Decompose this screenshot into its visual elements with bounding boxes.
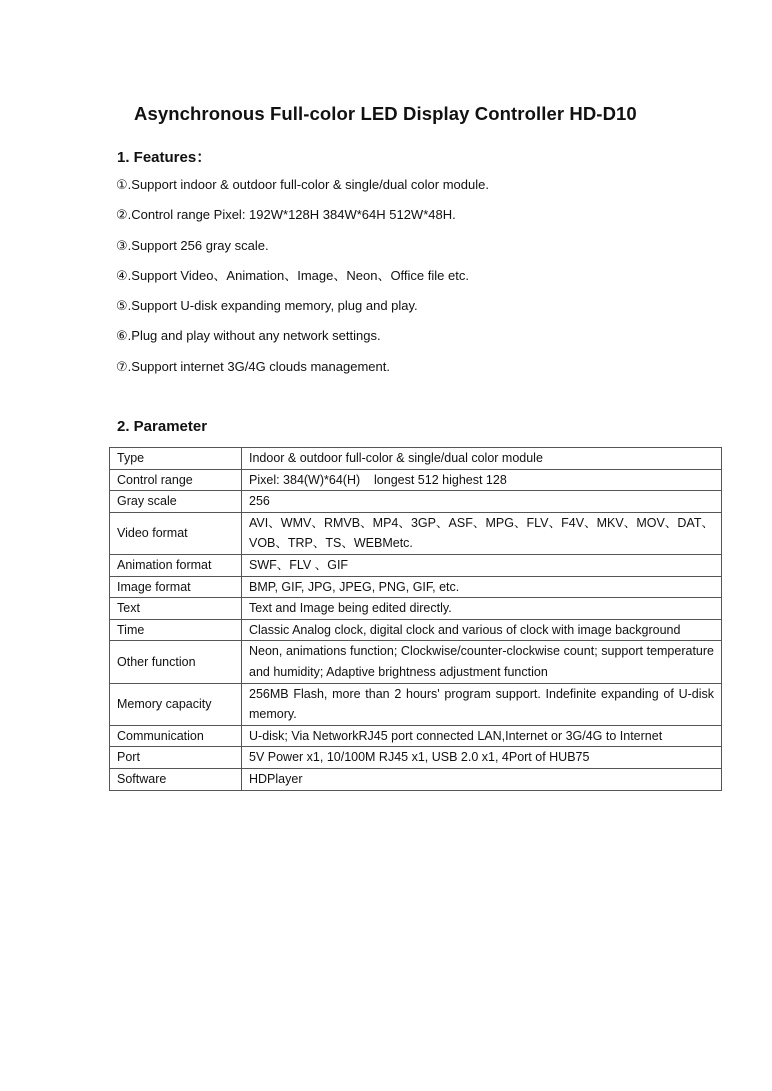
param-key: Memory capacity — [110, 683, 242, 725]
param-value: HDPlayer — [242, 768, 722, 790]
param-key: Other function — [110, 641, 242, 683]
feature-text: .Support U-disk expanding memory, plug and play. — [127, 298, 418, 314]
feature-number: ⑤ — [116, 299, 128, 315]
feature-item — [116, 357, 489, 387]
param-value: BMP, GIF, JPG, JPEG, PNG, GIF, etc. — [242, 576, 722, 598]
param-value: 5V Power x1, 10/100M RJ45 x1, USB 2.0 x1, 4Port of HUB75 — [242, 747, 722, 769]
param-value: Pixel: 384(W)*64(H) longest 512 highest 128 — [242, 469, 722, 491]
table-row — [110, 768, 722, 790]
param-key: Video format — [110, 512, 242, 554]
table-row — [110, 512, 722, 554]
feature-text: .Support indoor & outdoor full-color & single/dual color module. — [127, 177, 489, 192]
feature-number: ① — [116, 178, 128, 193]
features-heading: 1. Features： — [117, 149, 212, 166]
feature-text: .Support 256 gray scale. — [127, 237, 269, 253]
table-row — [110, 619, 722, 641]
param-key: Image format — [110, 576, 242, 598]
table-row — [110, 725, 722, 747]
table-row — [110, 747, 722, 769]
param-key: Text — [110, 598, 242, 620]
feature-number: ⑥ — [116, 329, 128, 345]
table-row — [110, 683, 722, 725]
param-value: Indoor & outdoor full-color & single/dual color module — [242, 448, 722, 470]
feature-text: .Support internet 3G/4G clouds management. — [127, 358, 390, 374]
param-value: AVI、WMV、RMVB、MP4、3GP、ASF、MPG、FLV、F4V、MKV、MOV、DAT、VOB、TRP、TS、WEBMetc. — [242, 512, 722, 554]
param-key: Gray scale — [110, 491, 242, 513]
table-row — [110, 469, 722, 491]
table-row — [110, 641, 722, 683]
param-value: 256 — [242, 491, 722, 513]
table-row — [110, 448, 722, 470]
page-title: Asynchronous Full-color LED Display Controller HD-D10 — [134, 103, 637, 124]
table-row — [110, 576, 722, 598]
feature-item — [116, 326, 489, 356]
param-value: Classic Analog clock, digital clock and various of clock with image background — [242, 619, 722, 641]
parameter-heading: 2. Parameter — [117, 418, 208, 435]
param-value: SWF、FLV 、GIF — [242, 554, 722, 576]
param-key: Type — [110, 448, 242, 470]
feature-text: .Plug and play without any network settings. — [127, 328, 381, 344]
feature-item — [116, 296, 489, 326]
table-row — [110, 598, 722, 620]
feature-item — [116, 175, 489, 205]
feature-text: .Control range Pixel: 192W*128H 384W*64H 512W*48H. — [127, 207, 456, 223]
parameter-table — [109, 447, 722, 791]
param-key: Port — [110, 747, 242, 769]
feature-number: ② — [116, 208, 128, 224]
param-value: Neon, animations function; Clockwise/counter-clockwise count; support temperature and humidity; Adaptive brightness adjustment function — [242, 641, 722, 683]
param-key: Software — [110, 768, 242, 790]
feature-item — [116, 236, 489, 266]
feature-item — [116, 205, 489, 235]
feature-number: ④ — [116, 268, 128, 284]
feature-item — [116, 266, 489, 296]
table-row — [110, 554, 722, 576]
param-value: Text and Image being edited directly. — [242, 598, 722, 620]
table-row — [110, 491, 722, 513]
param-key: Animation format — [110, 554, 242, 576]
param-value: U-disk; Via NetworkRJ45 port connected LAN,Internet or 3G/4G to Internet — [242, 725, 722, 747]
param-key: Time — [110, 619, 242, 641]
param-key: Communication — [110, 725, 242, 747]
feature-text: .Support Video、Animation、Image、Neon、Office file etc. — [127, 267, 469, 283]
features-list — [116, 175, 489, 387]
param-key: Control range — [110, 469, 242, 491]
param-value: 256MB Flash, more than 2 hours' program support. Indefinite expanding of U-disk memory. — [242, 683, 722, 725]
feature-number: ⑦ — [116, 359, 128, 375]
feature-number: ③ — [116, 238, 128, 254]
